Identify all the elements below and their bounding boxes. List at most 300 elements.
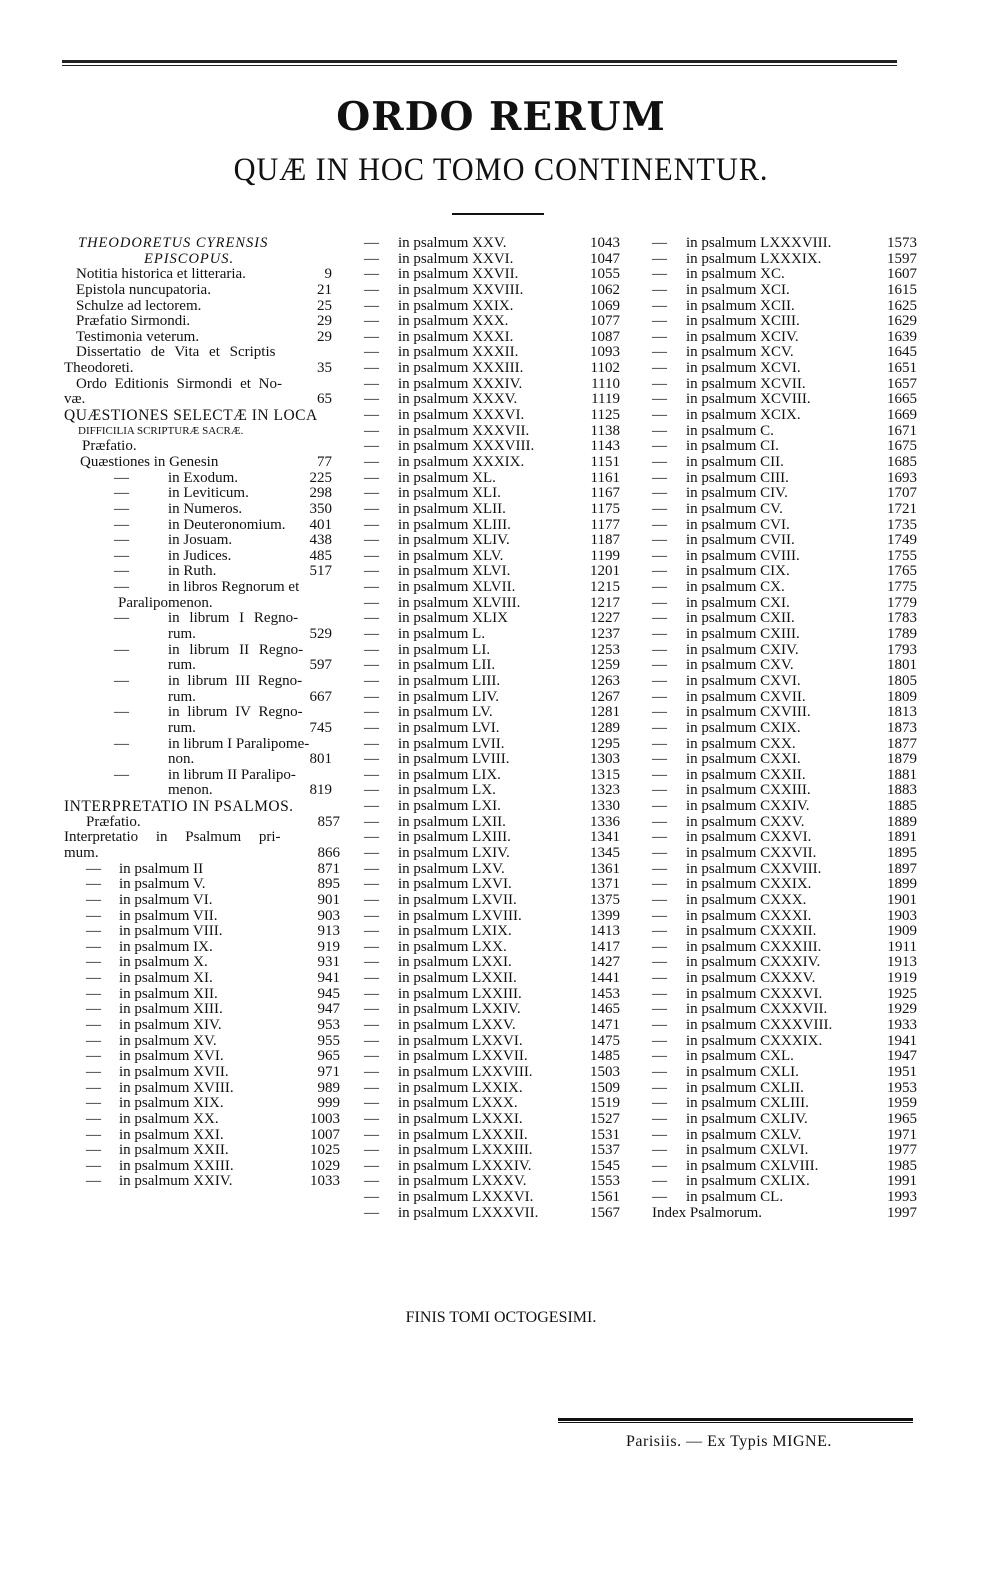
entry-title: in psalmum XXV.	[398, 235, 507, 251]
entry-page: 953	[317, 1017, 340, 1034]
entry-dash: —	[652, 1079, 667, 1096]
entry-title: in psalmum XC.	[686, 266, 785, 283]
entry-page: 1793	[887, 641, 917, 658]
entry-title: in psalmum CIX.	[686, 563, 790, 580]
entry-title: in psalmum LXXVII.	[398, 1048, 528, 1065]
entry-dash: —	[652, 610, 667, 627]
toc-entry	[364, 783, 632, 799]
toc-entry	[652, 283, 917, 299]
toc-entry	[652, 1174, 917, 1190]
entry-page: 1033	[310, 1173, 340, 1190]
entry-dash: —	[364, 297, 379, 314]
entry-title: in psalmum CXVII.	[686, 688, 806, 705]
entry-page: 1167	[590, 485, 620, 502]
entry-page: 1199	[590, 547, 620, 564]
entry-title: in psalmum LXXXII.	[398, 1126, 528, 1143]
entry-title: in psalmum XCVI.	[686, 360, 801, 377]
toc-entry	[364, 893, 632, 909]
toc-entry	[652, 471, 917, 487]
entry-title: in psalmum CVIII.	[686, 547, 800, 564]
toc-entry: — in librum IV Regno-	[114, 704, 303, 721]
entry-dash: —	[652, 516, 667, 533]
toc-entry	[652, 1206, 917, 1222]
toc-entry	[652, 846, 917, 862]
entry-title: in psalmum CXVIII.	[686, 704, 811, 721]
entry-page: 1929	[887, 1001, 917, 1018]
toc-entry	[64, 1002, 344, 1018]
entry-dash: —	[364, 328, 379, 345]
entry-page: 1735	[887, 516, 917, 533]
toc-entry	[364, 924, 632, 940]
entry-dash: —	[652, 970, 667, 987]
entry-page: 1913	[887, 954, 917, 971]
entry-title: in psalmum LXXXIX.	[686, 250, 822, 267]
toc-entry: Ordo Editionis Sirmondi et No-	[76, 375, 282, 392]
toc-entry	[652, 1018, 917, 1034]
entry-title: in psalmum CXXIV.	[686, 798, 810, 815]
toc-entry: Præfatio. 857	[86, 813, 340, 830]
entry-page: 1801	[887, 657, 917, 674]
toc-column-3	[652, 236, 917, 1221]
entry-dash: —	[364, 1032, 379, 1049]
toc-entry	[64, 1034, 344, 1050]
entry-dash: —	[364, 235, 379, 251]
entry-title: in psalmum CXXXI.	[686, 907, 812, 924]
entry-dash: —	[364, 1063, 379, 1080]
entry-title: in psalmum CXXXIX.	[686, 1032, 823, 1049]
entry-page: 1615	[887, 281, 917, 298]
entry-title: in psalmum XVI.	[119, 1048, 224, 1065]
toc-entry: — in librum II Paralipo-	[114, 766, 296, 783]
entry-title: in psalmum XLI.	[398, 485, 501, 502]
entry-dash: —	[652, 594, 667, 611]
entry-dash: —	[652, 547, 667, 564]
imprint: Parisiis. — Ex Typis MIGNE.	[626, 1433, 832, 1450]
entry-title: in psalmum CXXI.	[686, 751, 801, 768]
entry-title: in psalmum LXX.	[398, 938, 507, 955]
entry-dash: —	[86, 923, 101, 940]
entry-dash: —	[364, 1079, 379, 1096]
entry-dash: —	[652, 1048, 667, 1065]
entry-title: in psalmum XL.	[398, 469, 496, 486]
entry-dash: —	[364, 563, 379, 580]
entry-dash: —	[364, 547, 379, 564]
toc-entry: Schulze ad lectorem. 25	[76, 297, 332, 314]
entry-title: in psalmum LXXXIII.	[398, 1142, 533, 1159]
entry-dash: —	[652, 844, 667, 861]
entry-title: in psalmum CXLII.	[686, 1079, 804, 1096]
toc-entry: — in Numeros. 350	[114, 500, 332, 517]
entry-title: in psalmum LXXXVI.	[398, 1189, 534, 1206]
entry-title: in psalmum LXXV.	[398, 1017, 516, 1034]
entry-page: 1645	[887, 344, 917, 361]
entry-title: in psalmum XXIX.	[398, 297, 514, 314]
toc-entry: Præfatio Sirmondi. 29	[76, 313, 332, 330]
entry-title: in psalmum CXII.	[686, 610, 795, 627]
toc-entry	[364, 1049, 632, 1065]
entry-dash: —	[364, 453, 379, 470]
toc-entry	[64, 987, 344, 1003]
entry-dash: —	[364, 407, 379, 424]
entry-page: 1997	[887, 1204, 917, 1221]
entry-page: 1259	[590, 657, 620, 674]
entry-page: 1215	[590, 579, 620, 596]
toc-entry	[652, 1112, 917, 1128]
toc-entry	[364, 267, 632, 283]
entry-dash: —	[364, 735, 379, 752]
toc-entry: rum. 667	[168, 688, 332, 705]
entry-page: 1693	[887, 469, 917, 486]
toc-entry	[364, 830, 632, 846]
toc-entry	[364, 611, 632, 627]
entry-page: 1093	[590, 344, 620, 361]
entry-page: 1889	[887, 813, 917, 830]
entry-title: in psalmum CXL.	[686, 1048, 794, 1065]
toc-entry	[652, 518, 917, 534]
entry-dash: —	[652, 766, 667, 783]
entry-dash: —	[86, 1157, 101, 1174]
toc-entry	[364, 877, 632, 893]
entry-title: in psalmum XLVIII.	[398, 594, 521, 611]
entry-page: 1399	[590, 907, 620, 924]
toc-entry	[364, 392, 632, 408]
entry-page: 1651	[887, 360, 917, 377]
entry-page: 1625	[887, 297, 917, 314]
entry-dash: —	[652, 469, 667, 486]
entry-dash: —	[364, 1157, 379, 1174]
entry-page: 1375	[590, 891, 620, 908]
entry-dash: —	[364, 985, 379, 1002]
entry-title: in psalmum CIII.	[686, 469, 789, 486]
entry-page: 1413	[590, 923, 620, 940]
toc-entry	[364, 330, 632, 346]
entry-page: 1891	[887, 829, 917, 846]
entry-page: 1110	[591, 375, 620, 392]
toc-entry	[364, 1112, 632, 1128]
entry-dash: —	[86, 891, 101, 908]
entry-title: in psalmum C.	[686, 422, 774, 439]
entry-page: 1003	[310, 1110, 340, 1127]
entry-title: in psalmum CII.	[686, 453, 784, 470]
toc-entry	[364, 1018, 632, 1034]
entry-page: 901	[317, 891, 340, 908]
entry-title: in psalmum LXXXIV.	[398, 1157, 532, 1174]
entry-dash: —	[652, 954, 667, 971]
entry-title: in psalmum II	[119, 860, 204, 877]
entry-dash: —	[364, 626, 379, 643]
toc-entry	[364, 236, 632, 252]
entry-page: 1879	[887, 751, 917, 768]
entry-dash: —	[364, 923, 379, 940]
toc-entry: — in librum I Paralipome-	[114, 735, 310, 752]
entry-title: in psalmum XV.	[119, 1032, 217, 1049]
entry-dash: —	[86, 907, 101, 924]
entry-dash: —	[364, 798, 379, 815]
entry-dash: —	[86, 1017, 101, 1034]
entry-title: in psalmum LXXX.	[398, 1095, 518, 1112]
entry-dash: —	[364, 360, 379, 377]
toc-entry: rum. 529	[168, 626, 332, 643]
entry-page: 1336	[590, 813, 620, 830]
toc-entry	[652, 377, 917, 393]
toc-entry	[652, 1002, 917, 1018]
entry-dash: —	[364, 375, 379, 392]
entry-title: in psalmum LX.	[398, 782, 496, 799]
entry-page: 1965	[887, 1110, 917, 1127]
entry-title: in psalmum CXLIII.	[686, 1095, 809, 1112]
title-divider	[452, 213, 544, 215]
entry-page: 1881	[887, 766, 917, 783]
entry-dash: —	[652, 532, 667, 549]
entry-page: 1721	[887, 500, 917, 517]
entry-title: in psalmum XII.	[119, 985, 218, 1002]
entry-title: in psalmum LXIX.	[398, 923, 512, 940]
entry-dash: —	[364, 391, 379, 408]
toc-entry: Paralipomenon.	[118, 594, 213, 611]
toc-entry	[652, 815, 917, 831]
entry-dash: —	[364, 1173, 379, 1190]
toc-entry	[364, 471, 632, 487]
entry-page: 1567	[590, 1204, 620, 1221]
toc-entry	[364, 674, 632, 690]
entry-dash: —	[364, 281, 379, 298]
entry-page: 999	[317, 1095, 340, 1112]
entry-dash: —	[652, 641, 667, 658]
entry-page: 1315	[590, 766, 620, 783]
entry-title: in psalmum V.	[119, 876, 206, 893]
entry-title: in psalmum XXXVII.	[398, 422, 530, 439]
toc-entry	[364, 737, 632, 753]
entry-title: in psalmum CIV.	[686, 485, 788, 502]
toc-entry	[364, 705, 632, 721]
entry-page: 1227	[590, 610, 620, 627]
entry-page: 1561	[590, 1189, 620, 1206]
top-rule-thick	[62, 60, 897, 63]
toc-entry	[364, 564, 632, 580]
entry-dash: —	[364, 751, 379, 768]
toc-entry	[364, 846, 632, 862]
entry-title: in psalmum CXXV.	[686, 813, 805, 830]
entry-dash: —	[364, 1001, 379, 1018]
toc-entry: væ. 65	[64, 391, 332, 408]
entry-page: 1047	[590, 250, 620, 267]
toc-entry	[364, 580, 632, 596]
entry-dash: —	[652, 579, 667, 596]
toc-entry	[652, 1081, 917, 1097]
entry-dash: —	[652, 235, 667, 251]
toc-entry	[364, 1096, 632, 1112]
entry-page: 1151	[590, 453, 620, 470]
entry-title: in psalmum LXXVIII.	[398, 1063, 533, 1080]
entry-title: in psalmum CXLI.	[686, 1063, 799, 1080]
entry-dash: —	[652, 281, 667, 298]
entry-title: in psalmum CVII.	[686, 532, 795, 549]
toc-entry	[364, 1190, 632, 1206]
entry-title: in psalmum XXVI.	[398, 250, 514, 267]
toc-entry	[364, 940, 632, 956]
entry-dash: —	[86, 1110, 101, 1127]
entry-title: in psalmum CXLIX.	[686, 1173, 810, 1190]
toc-entry	[652, 439, 917, 455]
entry-page: 1531	[590, 1126, 620, 1143]
entry-dash: —	[364, 579, 379, 596]
toc-entry	[652, 674, 917, 690]
toc-entry	[652, 940, 917, 956]
entry-title: in psalmum CXXVII.	[686, 844, 817, 861]
entry-page: 1281	[590, 704, 620, 721]
entry-page: 1509	[590, 1079, 620, 1096]
entry-title: in psalmum LXXXVIII.	[686, 235, 832, 251]
entry-page: 1639	[887, 328, 917, 345]
entry-page: 1897	[887, 860, 917, 877]
toc-entry: Quæstiones in Genesin 77	[80, 453, 332, 470]
toc-entry	[652, 1143, 917, 1159]
entry-dash: —	[364, 657, 379, 674]
toc-entry	[652, 1096, 917, 1112]
toc-entry	[652, 987, 917, 1003]
entry-dash: —	[364, 1126, 379, 1143]
toc-entry	[652, 596, 917, 612]
entry-title: in psalmum CXV.	[686, 657, 794, 674]
entry-dash: —	[652, 1142, 667, 1159]
entry-title: in psalmum CXLV.	[686, 1126, 802, 1143]
entry-title: in psalmum CXXXII.	[686, 923, 817, 940]
entry-title: in psalmum CXXXIV.	[686, 954, 821, 971]
toc-entry	[364, 1034, 632, 1050]
toc-entry: — in Exodum. 225	[114, 469, 332, 486]
entry-page: 1685	[887, 453, 917, 470]
entry-page: 1985	[887, 1157, 917, 1174]
entry-page: 1161	[590, 469, 620, 486]
entry-title: in psalmum XCIX.	[686, 407, 801, 424]
entry-title: in psalmum XXXIV.	[398, 375, 523, 392]
entry-title: in psalmum LXV.	[398, 860, 505, 877]
entry-dash: —	[652, 672, 667, 689]
entry-page: 1899	[887, 876, 917, 893]
toc-column-2	[364, 236, 632, 1221]
entry-title: in psalmum XLII.	[398, 500, 506, 517]
entry-title: in psalmum LXII.	[398, 813, 506, 830]
toc-entry	[364, 690, 632, 706]
bottom-rule-thick	[558, 1418, 913, 1421]
toc-entry	[652, 267, 917, 283]
entry-page: 1323	[590, 782, 620, 799]
toc-entry	[652, 830, 917, 846]
entry-dash: —	[652, 938, 667, 955]
entry-page: 1901	[887, 891, 917, 908]
entry-dash: —	[652, 328, 667, 345]
entry-page: 1805	[887, 672, 917, 689]
entry-title: in psalmum CXXXV.	[686, 970, 816, 987]
entry-page: 1971	[887, 1126, 917, 1143]
entry-dash: —	[364, 907, 379, 924]
entry-dash: —	[364, 829, 379, 846]
page-title: ORDO RERUM	[336, 94, 666, 140]
entry-dash: —	[364, 1017, 379, 1034]
entry-page: 1029	[310, 1157, 340, 1174]
entry-dash: —	[364, 891, 379, 908]
entry-page: 1707	[887, 485, 917, 502]
entry-dash: —	[364, 970, 379, 987]
entry-dash: —	[652, 876, 667, 893]
entry-dash: —	[364, 485, 379, 502]
entry-page: 1877	[887, 735, 917, 752]
entry-dash: —	[652, 266, 667, 283]
toc-entry	[652, 768, 917, 784]
toc-entry	[652, 955, 917, 971]
finis-line: FINIS TOMI OCTOGESIMI.	[405, 1309, 597, 1326]
toc-entry: — in librum III Regno-	[114, 672, 303, 689]
entry-title: in psalmum LXVII.	[398, 891, 517, 908]
entry-title: in psalmum CXIII.	[686, 626, 800, 643]
entry-title: in psalmum CXI.	[686, 594, 790, 611]
entry-title: in psalmum LXVIII.	[398, 907, 522, 924]
entry-title: in psalmum XX.	[119, 1110, 219, 1127]
entry-title: in psalmum CXXVIII.	[686, 860, 822, 877]
entry-page: 1657	[887, 375, 917, 392]
entry-page: 1503	[590, 1063, 620, 1080]
entry-title: in psalmum XXXV.	[398, 391, 518, 408]
toc-column-1	[64, 236, 344, 1190]
entry-page: 1919	[887, 970, 917, 987]
entry-page: 1909	[887, 923, 917, 940]
entry-page: 1345	[590, 844, 620, 861]
entry-title: in psalmum XXXVI.	[398, 407, 525, 424]
entry-dash: —	[86, 954, 101, 971]
entry-page: 1755	[887, 547, 917, 564]
entry-title: in psalmum LXIII.	[398, 829, 511, 846]
toc-entry	[64, 940, 344, 956]
entry-title: in psalmum CXIX.	[686, 719, 801, 736]
entry-page: 1765	[887, 563, 917, 580]
entry-title: in psalmum XLVI.	[398, 563, 511, 580]
section-heading: INTERPRETATIO IN PSALMOS.	[64, 798, 294, 816]
entry-title: in psalmum XLIII.	[398, 516, 511, 533]
entry-dash: —	[652, 626, 667, 643]
entry-dash: —	[652, 1095, 667, 1112]
entry-page: 1671	[887, 422, 917, 439]
entry-dash: —	[652, 563, 667, 580]
entry-dash: —	[652, 798, 667, 815]
toc-entry	[652, 580, 917, 596]
entry-dash: —	[652, 782, 667, 799]
entry-title: in psalmum XCVIII.	[686, 391, 811, 408]
entry-page: 1809	[887, 688, 917, 705]
entry-dash: —	[364, 344, 379, 361]
entry-dash: —	[86, 985, 101, 1002]
entry-page: 1991	[887, 1173, 917, 1190]
entry-dash: —	[364, 313, 379, 330]
toc-entry	[652, 1065, 917, 1081]
entry-page: 1289	[590, 719, 620, 736]
entry-title: in psalmum LVII.	[398, 735, 505, 752]
toc-entry: — in Judices. 485	[114, 547, 332, 564]
toc-entry	[652, 690, 917, 706]
toc-entry	[652, 502, 917, 518]
entry-page: 1043	[590, 235, 620, 251]
entry-title: in psalmum CL.	[686, 1189, 784, 1206]
entry-page: 1417	[590, 938, 620, 955]
entry-page: 1789	[887, 626, 917, 643]
entry-title: in psalmum CXLVI.	[686, 1142, 809, 1159]
entry-dash: —	[652, 344, 667, 361]
entry-dash: —	[364, 782, 379, 799]
toc-entry	[652, 314, 917, 330]
toc-entry	[364, 909, 632, 925]
entry-dash: —	[652, 1173, 667, 1190]
toc-entry	[64, 1128, 344, 1144]
toc-entry	[364, 1206, 632, 1222]
